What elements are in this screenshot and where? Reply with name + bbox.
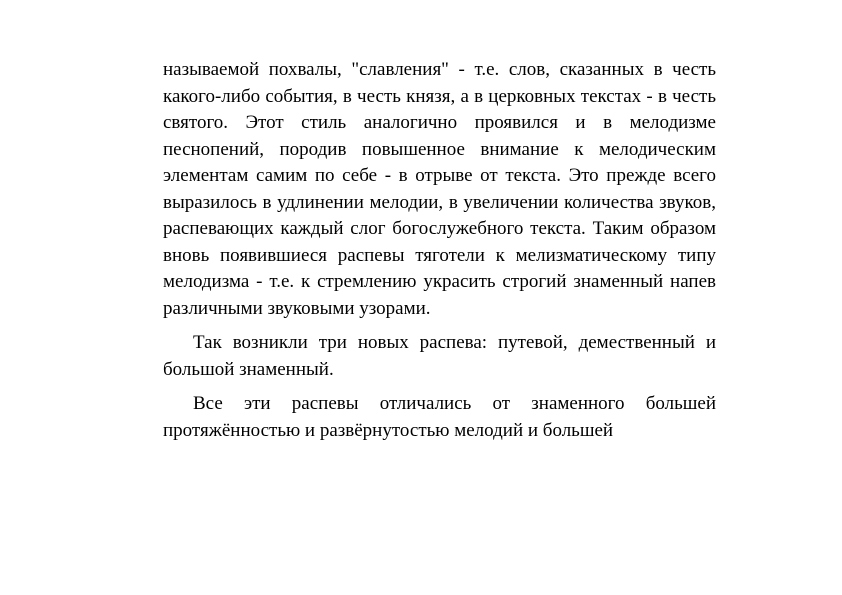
paragraph-continuation: называемой похвалы, "славления" - т.е. слов, сказанных в честь какого-либо события, в честь князя, а в церковных текстах - в честь святого. Этот стиль аналогично проявился и в мелодизме песнопений, породив повышенное внимание к мелодическим элементам самим по себе - в отрыве от текста. Это прежде всего выразилось в удлинении мелодии, в увеличении количества звуков, распевающих каждый слог богослужебного текста. Таким образом вновь появившиеся распевы тяготели к мелизматическому типу мелодизма - т.е. к стремлению украсить строгий знаменный напев различными звуковыми узорами. xyxy=(163,59,716,319)
paragraph-chant-differences: Все эти распевы отличались от знаменного большей протяжённостью и развёрнутостью мелодий и большей xyxy=(163,393,716,441)
body-text xyxy=(163,57,716,444)
paragraph-three-chants: Так возникли три новых распева: путевой, демественный и большой знаменный. xyxy=(163,332,716,380)
